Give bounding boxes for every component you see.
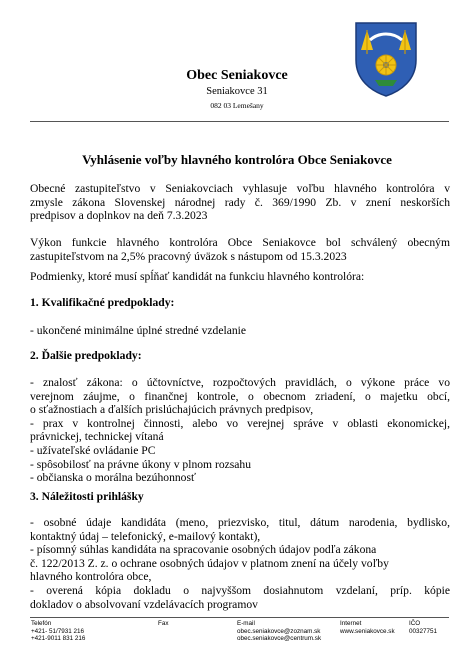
footer-fax-label: Fax (158, 620, 169, 627)
list-item: - užívateľské ovládanie PC (30, 443, 156, 457)
application-requirements-list (30, 516, 450, 611)
qualification-item: - ukončené minimálne úplné stredné vzdelanie (30, 324, 247, 337)
section-heading-qualification: 1. Kvalifikačné predpoklady: (30, 296, 175, 309)
header-divider (30, 121, 449, 122)
footer-ico-value: 00327751 (409, 627, 438, 635)
list-item: verejnom záujme, o finančnej kontrole, o obecnom zriadení, o majetku obcí, (30, 389, 450, 403)
list-item: - prax v kontrolnej činnosti, alebo vo verejnej správe v oblasti ekonomickej, (30, 416, 450, 430)
footer-internet-label: Internet (340, 620, 362, 627)
municipality-name: Obec Seniakovce (186, 68, 288, 83)
list-item: kontaktný údaj – telefonický, e-mailový kontakt), (30, 529, 261, 543)
municipality-zip-city: 082 03 Lemešany (210, 101, 264, 110)
intro-line: zmysle zákona Slovenskej národnej rady č. 369/1990 Zb. v znení neskorších (30, 195, 450, 209)
list-item: - osobné údaje kandidáta (meno, priezvisko, titul, dátum narodenia, bydlisko, (30, 516, 450, 529)
municipality-address: Seniakovce 31 (206, 86, 268, 97)
document-title: Vyhlásenie voľby hlavného kontrolóra Obce Seniakovce (82, 152, 392, 167)
intro-line: predpisov a doplnkov na deň 7.3.2023 (30, 209, 208, 223)
list-item: právnickej, technickej vítaná (30, 430, 164, 444)
footer-email-2: obec.seniakovce@centrum.sk (237, 635, 322, 643)
footer-ico-label: IČO (409, 620, 421, 627)
list-item: - občianska o morálna bezúhonnosť (30, 471, 196, 485)
footer-phone-label: Telefón (31, 620, 52, 627)
function-line: Výkon funkcie hlavného kontrolóra Obce Seniakovce bol schválený obecným (30, 236, 450, 249)
function-paragraph (30, 236, 450, 263)
section-heading-other: 2. Ďalšie predpoklady: (30, 349, 142, 362)
footer-phone-1: +421- 51/7931 216 (31, 627, 85, 635)
footer-fax (158, 620, 169, 628)
intro-line: Obecné zastupiteľstvo v Seniakovciach vyhlasuje voľbu hlavného kontrolóra v (30, 182, 450, 195)
list-item: o sťažnostiach a ďalších prislúchajúcich právnych predpisov, (30, 403, 314, 417)
other-requirements-list (30, 376, 450, 485)
footer-phone-2: +421-9011 831 216 (31, 635, 86, 643)
footer-email-label: E-mail (237, 620, 255, 627)
footer-internet (340, 620, 395, 635)
intro-paragraph (30, 182, 450, 223)
list-item: - znalosť zákona: o účtovníctve, rozpočtových pravidlách, o výkone práce vo (30, 376, 450, 389)
footer-divider (30, 617, 449, 618)
footer-email (237, 620, 321, 643)
footer-phone (31, 620, 85, 643)
footer-internet-link[interactable]: www.seniakovce.sk (340, 627, 395, 635)
list-item: - spôsobilosť na právne úkony v plnom rozsahu (30, 457, 252, 471)
function-line: zastupiteľstvom na 2,5% pracovný úväzok s nástupom od 15.3.2023 (30, 249, 347, 263)
list-item: dokladov o absolvovaní vzdelávacích programov (30, 597, 258, 611)
conditions-intro (30, 270, 450, 284)
list-item: č. 122/2013 Z. z. o ochrane osobných údajov v platnom znení na účely voľby (30, 556, 389, 570)
conditions-intro-text: Podmienky, ktoré musí spĺňať kandidát na funkciu hlavného kontrolóra: (30, 270, 365, 283)
list-item: - písomný súhlas kandidáta na spracovanie osobných údajov podľa zákona (30, 543, 377, 557)
footer-email-1: obec.seniakovce@zoznam.sk (237, 627, 321, 635)
list-item: hlavného kontrolóra obce, (30, 570, 152, 584)
footer-ico (409, 620, 437, 635)
list-item: - overená kópia dokladu o najvyššom dosiahnutom vzdelaní, príp. kópie (30, 583, 450, 597)
section-heading-application: 3. Náležitosti prihlášky (30, 490, 144, 503)
